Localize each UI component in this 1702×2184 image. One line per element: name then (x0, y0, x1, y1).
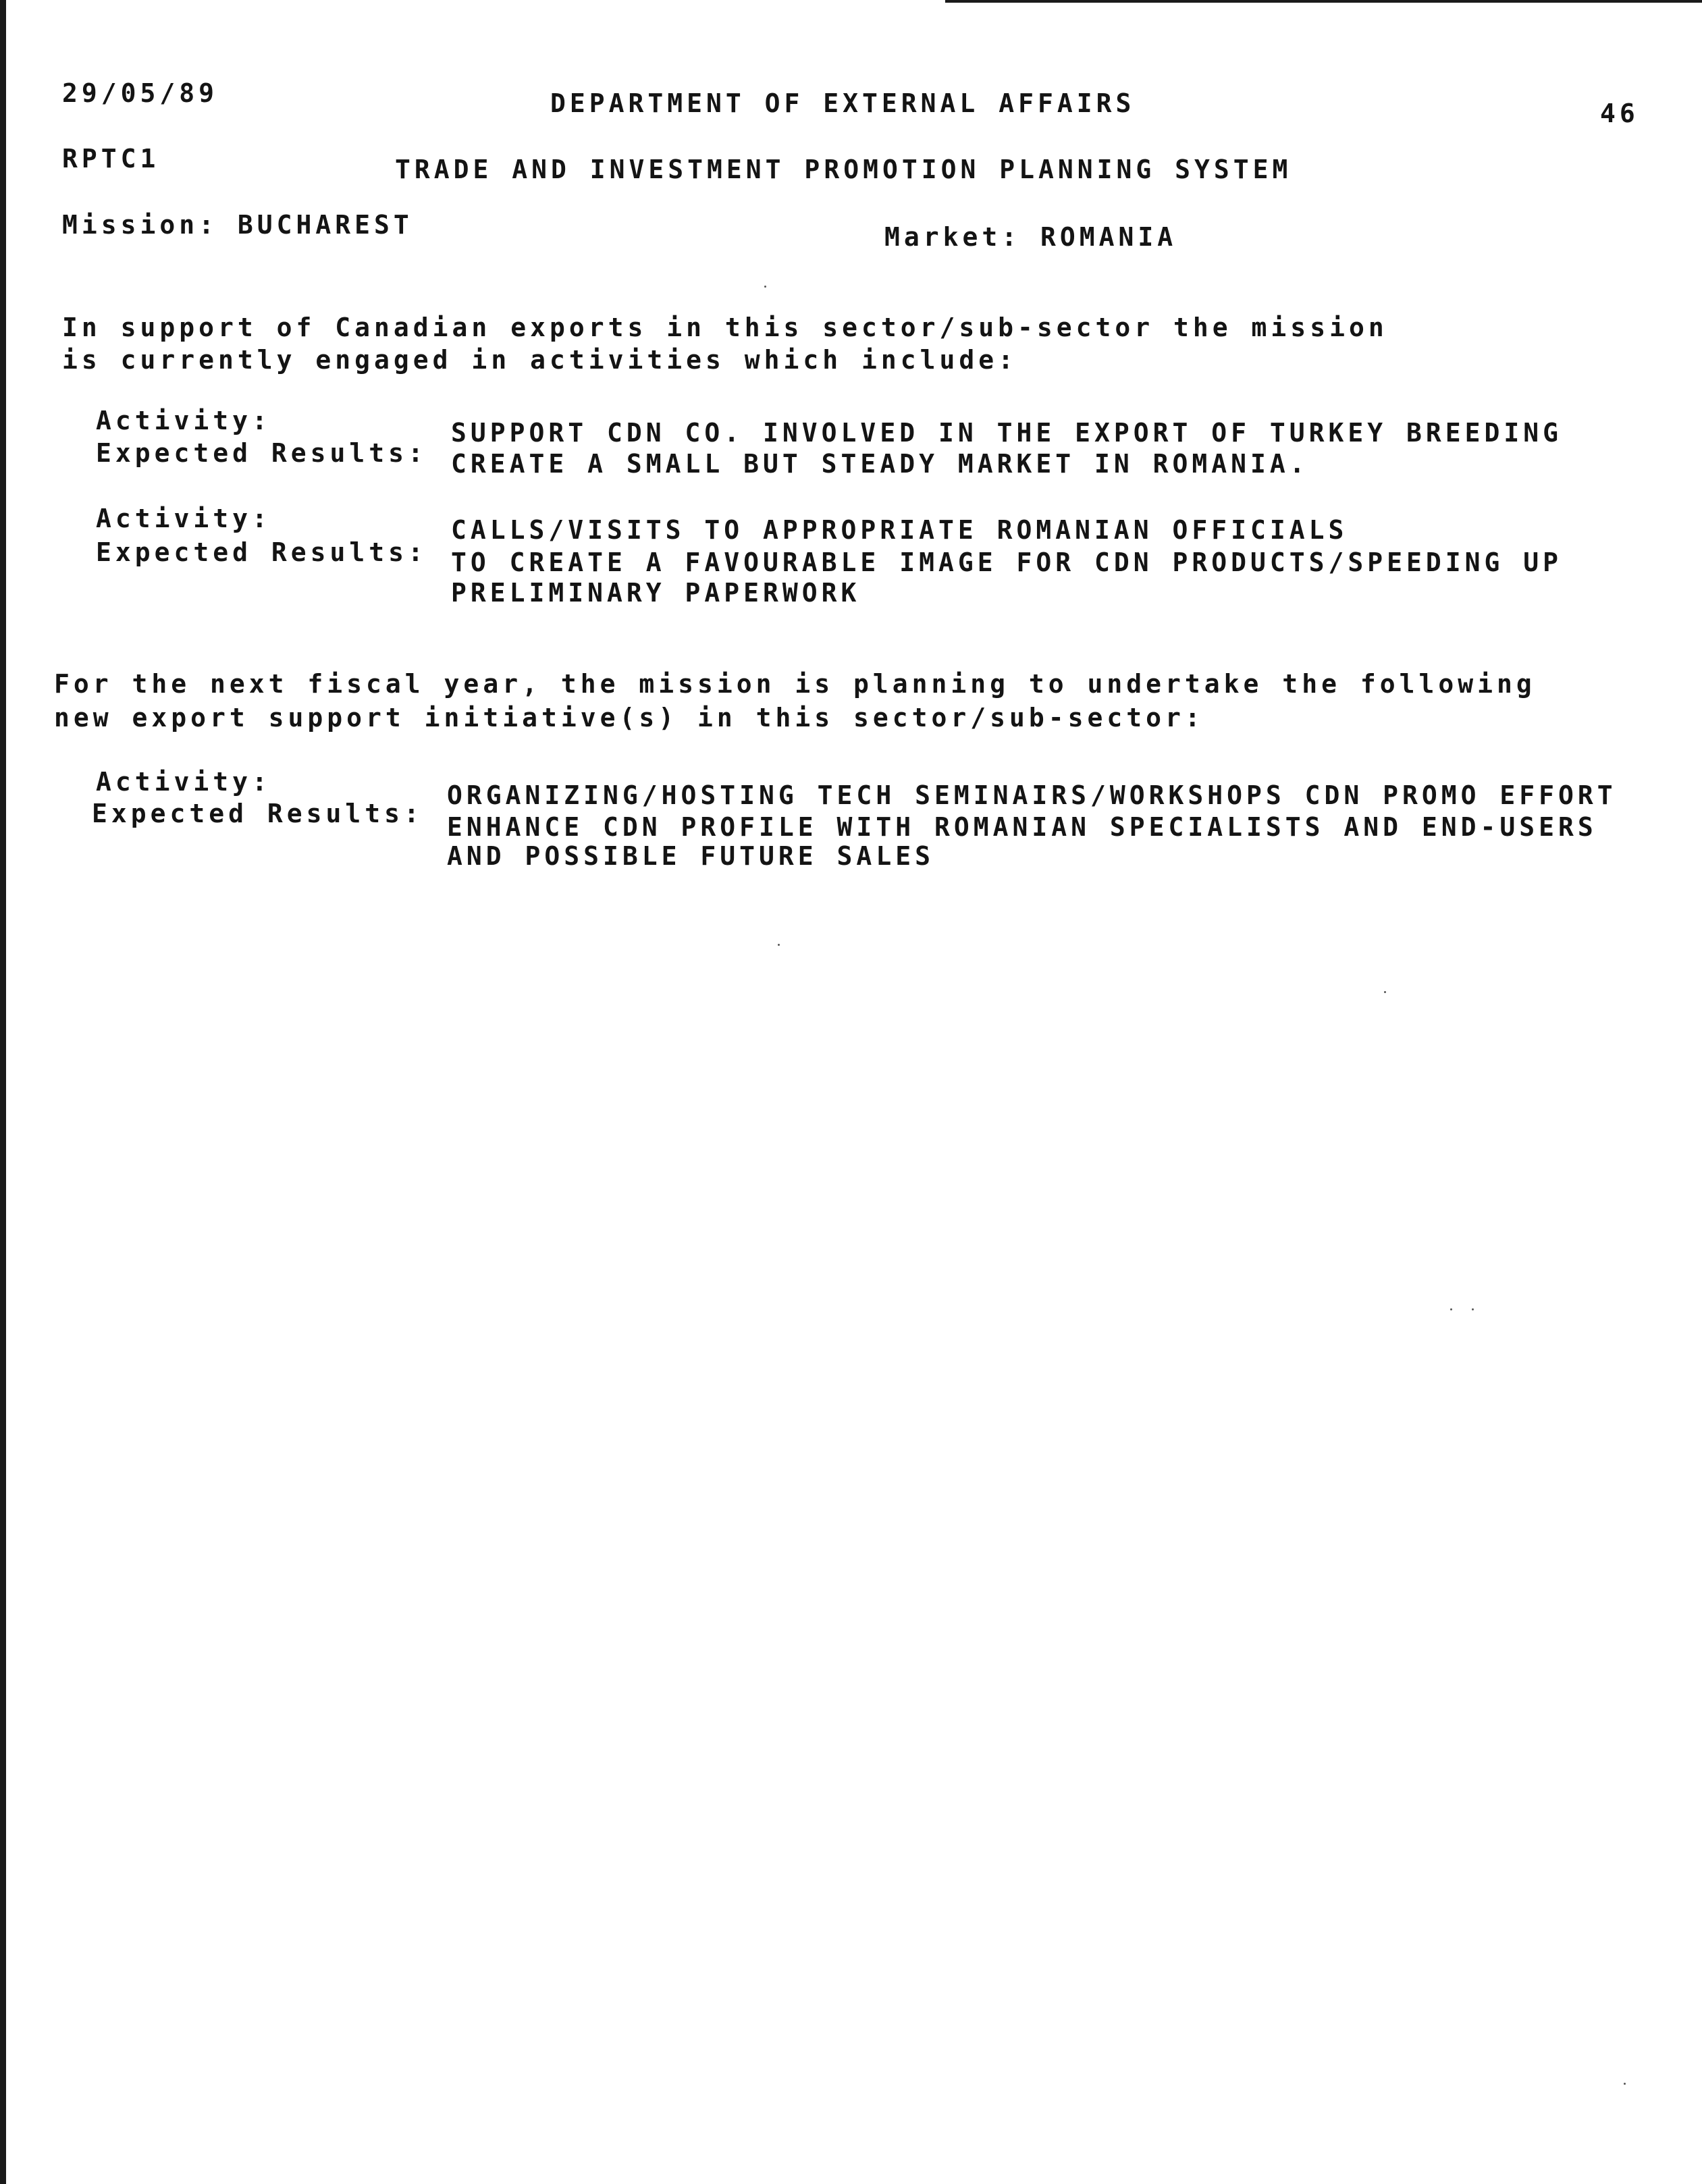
expected-results-text: CREATE A SMALL BUT STEADY MARKET IN ROMANIA. (451, 449, 1309, 479)
next-intro-line2: new export support initiative(s) in this sector/sub-sector: (54, 703, 1204, 733)
report-code: RPTC1 (62, 144, 160, 174)
scan-border-top (945, 0, 1702, 3)
activity-label: Activity: (96, 767, 271, 797)
expected-results-text: ENHANCE CDN PROFILE WITH ROMANIAN SPECIALISTS AND END-USERS (447, 812, 1597, 842)
expected-results-label: Expected Results: (92, 799, 423, 828)
expected-results-text-cont: PRELIMINARY PAPERWORK (451, 578, 861, 608)
expected-results-text-cont: AND POSSIBLE FUTURE SALES (447, 841, 934, 871)
report-date: 29/05/89 (62, 78, 219, 108)
scan-border-left (0, 0, 6, 2184)
scan-speck (1450, 1308, 1452, 1310)
market-label: Market: ROMANIA (884, 222, 1177, 252)
activity-text: CALLS/VISITS TO APPROPRIATE ROMANIAN OFFICIALS (451, 515, 1348, 545)
scan-speck (778, 944, 780, 946)
scan-speck (1624, 2083, 1626, 2085)
expected-results-label: Expected Results: (96, 537, 427, 567)
scan-speck (1384, 991, 1386, 993)
expected-results-label: Expected Results: (96, 438, 427, 468)
next-intro-line1: For the next fiscal year, the mission is planning to undertake the following (54, 669, 1536, 699)
activity-text: ORGANIZING/HOSTING TECH SEMINAIRS/WORKSHOPS CDN PROMO EFFORT (447, 780, 1617, 810)
current-intro-line2: is currently engaged in activities which include: (62, 345, 1018, 375)
system-title: TRADE AND INVESTMENT PROMOTION PLANNING SYSTEM (395, 155, 1292, 184)
scan-speck (764, 286, 766, 288)
activity-label: Activity: (96, 504, 271, 533)
expected-results-text: TO CREATE A FAVOURABLE IMAGE FOR CDN PRODUCTS/SPEEDING UP (451, 548, 1563, 577)
scan-speck (1472, 1308, 1474, 1310)
mission-label: Mission: BUCHAREST (62, 210, 413, 240)
current-intro-line1: In support of Canadian exports in this sector/sub-sector the mission (62, 313, 1388, 342)
activity-text: SUPPORT CDN CO. INVOLVED IN THE EXPORT OF TURKEY BREEDING (451, 418, 1563, 448)
activity-label: Activity: (96, 406, 271, 435)
department-title: DEPARTMENT OF EXTERNAL AFFAIRS (550, 88, 1136, 118)
page-number: 46 (1600, 99, 1639, 128)
